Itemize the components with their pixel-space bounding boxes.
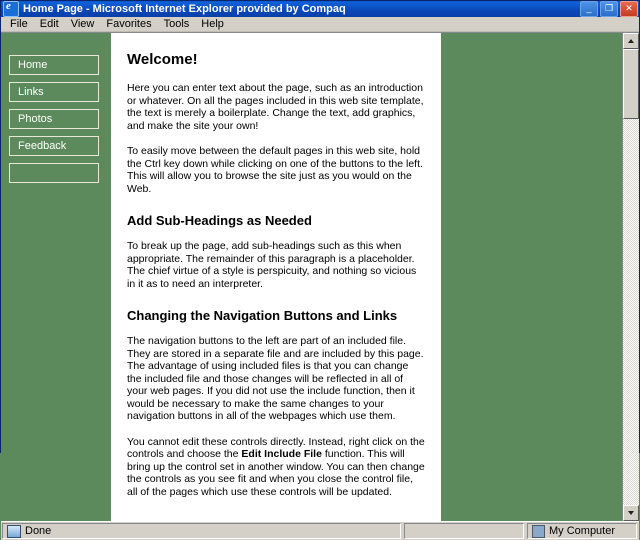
page-title: Welcome! bbox=[127, 51, 198, 68]
status-message-label: Done bbox=[25, 525, 52, 537]
page-done-icon bbox=[7, 525, 21, 538]
status-zone-label: My Computer bbox=[549, 525, 616, 537]
subheading-add-sub-headings: Add Sub-Headings as Needed bbox=[127, 213, 312, 228]
nav-button-empty[interactable] bbox=[9, 163, 99, 183]
maximize-button[interactable]: ❐ bbox=[600, 1, 618, 17]
status-zone bbox=[527, 523, 637, 539]
subheading-changing-navigation: Changing the Navigation Buttons and Links bbox=[127, 308, 398, 323]
ie-logo-icon bbox=[3, 1, 19, 17]
nav-button-photos[interactable]: Photos bbox=[9, 109, 99, 129]
nav-button-home[interactable]: Home bbox=[9, 55, 99, 75]
include-file-paragraph: The navigation buttons to the left are part of an included file. They are stored in a separate file and are included by this page. The advantage of using included files is that you can change the included file and those changes will be reflected in all of your web pages. If you did not use the include function, then it would be necessary to make the same changes to your navigation buttons in all of the webpages which use them. bbox=[127, 335, 424, 422]
edit-controls-text-part1: You cannot edit these controls directly. Instead, right click on the controls and choose the bbox=[127, 435, 425, 460]
nav-button-feedback[interactable]: Feedback bbox=[9, 136, 99, 156]
scrollbar-track[interactable] bbox=[623, 49, 639, 505]
menu-item-favorites[interactable]: Favorites bbox=[106, 18, 152, 30]
navigation-column bbox=[1, 33, 111, 521]
navigation-tip-paragraph: To easily move between the default pages in this web site, hold the Ctrl key down while clicking on one of the buttons to the left. This will allow you to browse the site just as you would on the Web. bbox=[127, 145, 423, 195]
menu-item-tools[interactable]: Tools bbox=[163, 18, 190, 30]
edit-controls-paragraph bbox=[127, 436, 425, 499]
client-area bbox=[1, 32, 639, 521]
menu-item-help[interactable]: Help bbox=[201, 18, 224, 30]
scroll-up-icon[interactable] bbox=[623, 33, 639, 49]
status-message bbox=[2, 523, 401, 539]
close-button[interactable]: ✕ bbox=[620, 1, 638, 17]
nav-button-links[interactable]: Links bbox=[9, 82, 99, 102]
window-title: Home Page - Microsoft Internet Explorer provided by Compaq bbox=[23, 3, 346, 15]
menu-item-file[interactable]: File bbox=[10, 18, 28, 30]
menu-item-edit[interactable]: Edit bbox=[39, 18, 59, 30]
edit-controls-text-part2: function. This will bring up the control set in another window. You can then change the controls as you see fit and when you close the control file, all of the pages which use these controls will be updated. bbox=[127, 448, 425, 498]
web-page bbox=[1, 33, 622, 521]
page-right-margin bbox=[441, 33, 622, 521]
scroll-down-icon[interactable] bbox=[623, 505, 639, 521]
menu-item-view[interactable]: View bbox=[70, 18, 95, 30]
minimize-button[interactable]: _ bbox=[580, 1, 598, 17]
edit-include-file-label: Edit Include File bbox=[241, 448, 322, 460]
scrollbar-thumb[interactable] bbox=[623, 49, 639, 119]
window-controls bbox=[580, 1, 638, 17]
computer-icon bbox=[532, 525, 545, 538]
vertical-scrollbar[interactable] bbox=[622, 33, 639, 521]
status-bar bbox=[1, 521, 639, 540]
status-middle bbox=[404, 523, 524, 539]
subheading-paragraph: To break up the page, add sub-headings such as this when appropriate. The remainder of this paragraph is a placeholder. The chief virtue of a style is perspicuity, and nothing so vicious in it as to need an interpreter. bbox=[127, 240, 417, 290]
intro-paragraph: Here you can enter text about the page, such as an introduction or whatever. On all the pages included in this web site template, the text is merely a boilerplate. Change the text, add graphics, and make the site your own! bbox=[127, 82, 424, 132]
title-bar bbox=[1, 1, 639, 17]
page-content bbox=[111, 33, 441, 521]
menu-bar bbox=[1, 17, 639, 32]
